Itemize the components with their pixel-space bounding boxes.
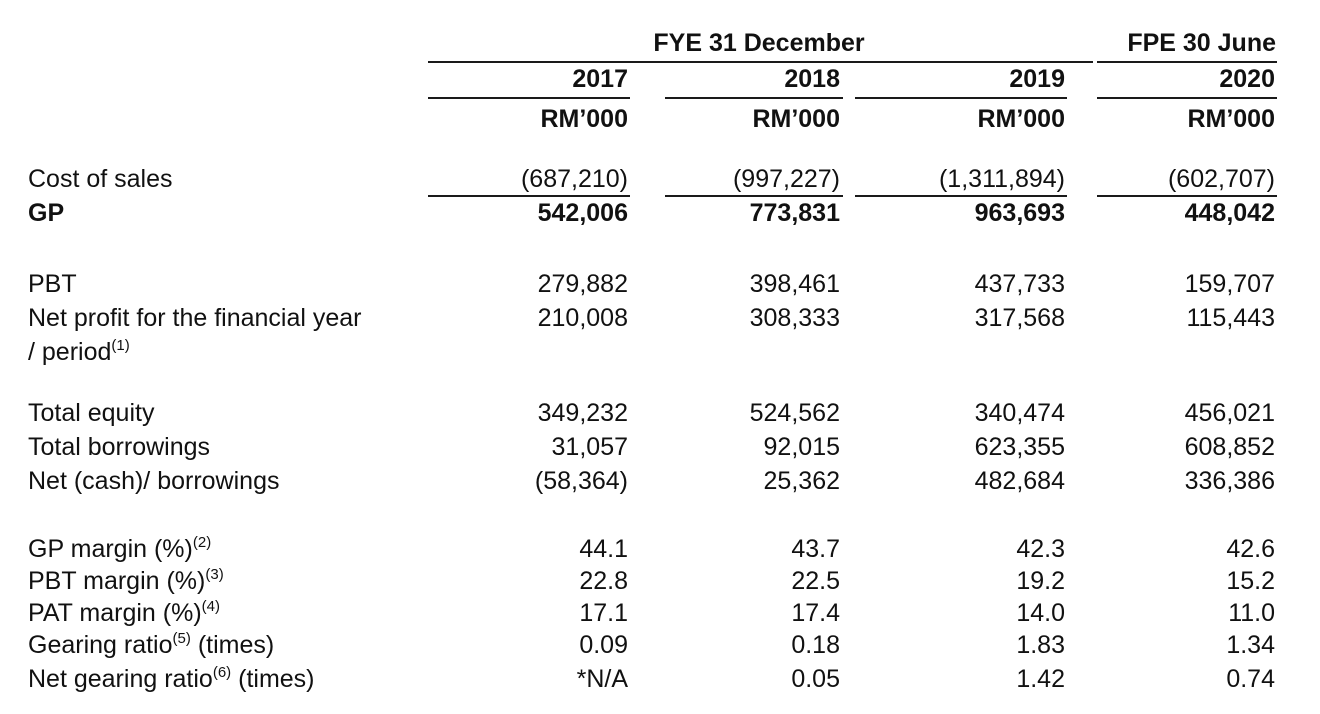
cell-value: 210,008 <box>537 304 628 332</box>
cell-value: 437,733 <box>974 270 1065 298</box>
cell-value: 608,852 <box>1184 433 1275 461</box>
cell-value: 448,042 <box>1184 199 1275 227</box>
cell-value: 22.5 <box>791 567 840 595</box>
row-cost-of-sales <box>0 164 1320 196</box>
cell-value: 22.8 <box>579 567 628 595</box>
row-label: Total borrowings <box>28 433 211 461</box>
row-label: Net (cash)/ borrowings <box>28 467 280 495</box>
cell-value: 42.3 <box>1016 535 1065 563</box>
cell-value: 0.09 <box>579 631 628 659</box>
row-pbt <box>0 269 1320 301</box>
row-net-profit-continued <box>0 337 1320 369</box>
cell-value: 340,474 <box>974 399 1065 427</box>
cell-value: 17.1 <box>579 599 628 627</box>
header-fpe-30-june: FPE 30 June <box>1127 29 1276 57</box>
cell-value: 308,333 <box>749 304 840 332</box>
cell-value: 482,684 <box>974 467 1065 495</box>
cell-value: 14.0 <box>1016 599 1065 627</box>
year-rule-2017 <box>428 97 630 99</box>
year-2018: 2018 <box>784 65 840 93</box>
row-net-profit <box>0 303 1320 335</box>
cell-value: 17.4 <box>791 599 840 627</box>
cell-value: 159,707 <box>1184 270 1275 298</box>
cell-value: 0.05 <box>791 665 840 693</box>
row-label: GP <box>28 199 65 227</box>
cell-value: (997,227) <box>732 165 840 193</box>
row-label: Total equity <box>28 399 155 427</box>
year-rule-2018 <box>665 97 843 99</box>
cell-value: 1.83 <box>1016 631 1065 659</box>
cell-value: 25,362 <box>763 467 840 495</box>
row-label: Gearing ratio$^{(5)}$ (times) <box>28 630 275 659</box>
footnote-ref: (4) <box>201 598 220 615</box>
row-label: Cost of sales <box>28 165 173 193</box>
year-2017: 2017 <box>572 65 628 93</box>
cell-value: (602,707) <box>1167 165 1275 193</box>
cell-value: 1.34 <box>1226 631 1275 659</box>
unit-2018: RM’000 <box>752 105 840 133</box>
cell-value: 43.7 <box>791 535 840 563</box>
footnote-ref: (6) <box>212 664 232 681</box>
subtotal-rule-2019 <box>855 195 1067 197</box>
header-fye-31-december: FYE 31 December <box>653 29 865 57</box>
cell-value: 398,461 <box>749 270 840 298</box>
cell-value: 349,232 <box>537 399 628 427</box>
row-gp <box>0 198 1320 230</box>
year-2020: 2020 <box>1219 65 1275 93</box>
year-2019: 2019 <box>1009 65 1065 93</box>
cell-value: 15.2 <box>1226 567 1275 595</box>
row-net-cash-borrowings <box>0 466 1320 498</box>
cell-value: 31,057 <box>551 433 628 461</box>
cell-value: 524,562 <box>749 399 840 427</box>
cell-value: 42.6 <box>1226 535 1275 563</box>
row-gearing-ratio <box>0 630 1320 662</box>
row-label: PBT <box>28 270 77 298</box>
row-label: GP margin (%)$^{(2)}$ <box>28 534 212 563</box>
cell-value: *N/A <box>576 665 628 693</box>
cell-value: (58,364) <box>534 467 628 495</box>
header-group-rule-fpe <box>1097 61 1277 63</box>
row-label-continued: / period$^{(1)}$ <box>28 337 130 366</box>
unit-2019: RM’000 <box>977 105 1065 133</box>
cell-value: 44.1 <box>579 535 628 563</box>
cell-value: 773,831 <box>749 199 840 227</box>
cell-value: 456,021 <box>1184 399 1275 427</box>
row-label: PBT margin (%)$^{(3)}$ <box>28 566 224 595</box>
footnote-ref: (2) <box>192 534 212 551</box>
row-net-gearing-ratio <box>0 664 1320 696</box>
row-gp-margin <box>0 534 1320 566</box>
year-rule-2020 <box>1097 97 1277 99</box>
footnote-ref: (5) <box>172 630 191 647</box>
cell-value: 115,443 <box>1186 304 1275 332</box>
cell-value: (1,311,894) <box>938 165 1065 193</box>
cell-value: 542,006 <box>537 199 628 227</box>
row-pat-margin <box>0 598 1320 630</box>
header-group-rule <box>428 61 1093 63</box>
cell-value: (687,210) <box>520 165 628 193</box>
row-label: Net gearing ratio$^{(6)}$ (times) <box>28 664 315 693</box>
row-label: PAT margin (%)$^{(4)}$ <box>28 598 220 627</box>
row-label: Net profit for the financial year <box>28 304 362 332</box>
row-total-borrowings <box>0 432 1320 464</box>
year-rule-2019 <box>855 97 1067 99</box>
cell-value: 92,015 <box>763 433 840 461</box>
cell-value: 0.74 <box>1226 665 1275 693</box>
footnote-ref: (1) <box>111 337 130 354</box>
unit-2020: RM’000 <box>1187 105 1275 133</box>
cell-value: 336,386 <box>1184 467 1275 495</box>
cell-value: 317,568 <box>974 304 1065 332</box>
cell-value: 963,693 <box>974 199 1065 227</box>
cell-value: 0.18 <box>791 631 840 659</box>
row-total-equity <box>0 398 1320 430</box>
unit-2017: RM’000 <box>540 105 628 133</box>
cell-value: 19.2 <box>1016 567 1065 595</box>
row-pbt-margin <box>0 566 1320 598</box>
footnote-ref: (3) <box>205 566 224 583</box>
cell-value: 1.42 <box>1016 665 1065 693</box>
subtotal-rule-2018 <box>665 195 843 197</box>
cell-value: 623,355 <box>974 433 1065 461</box>
cell-value: 279,882 <box>537 270 628 298</box>
subtotal-rule-2017 <box>428 195 630 197</box>
cell-value: 11.0 <box>1228 599 1275 627</box>
subtotal-rule-2020 <box>1097 195 1277 197</box>
